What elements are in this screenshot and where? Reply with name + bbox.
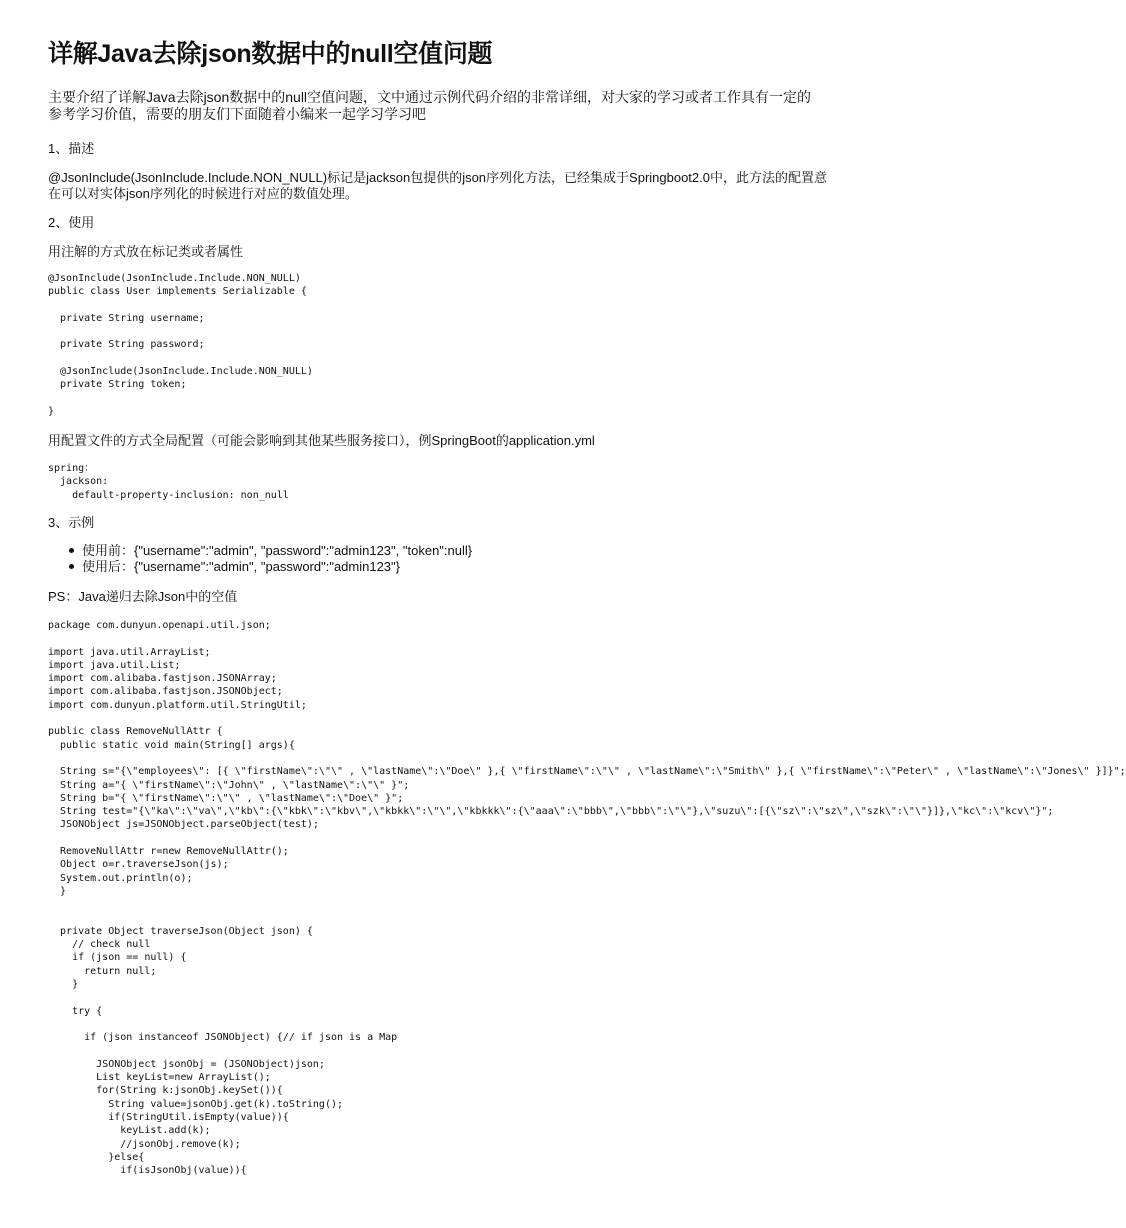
section-heading-usage: 2、使用 [48, 215, 95, 230]
ps-heading: PS：Java递归去除Json中的空值 [48, 589, 238, 604]
example-list [48, 543, 472, 575]
code-block-annotation: @JsonInclude(JsonInclude.Include.NON_NULL) public class User implements Serializable { private String username; private String password; @JsonInclude(JsonInclude.Include.NON_NULL) private String token; } [48, 273, 313, 417]
bullet-icon [69, 564, 74, 569]
section-describe-text: @JsonInclude(JsonInclude.Include.NON_NULL)标记是jackson包提供的json序列化方法，已经集成于Springboot2.0中，此方法的配置意在可以对实体json序列化的时候进行对应的数值处理。 [48, 170, 827, 201]
section-heading-example: 3、示例 [48, 515, 95, 530]
article-title: 详解Java去除json数据中的null空值问题 [48, 40, 493, 68]
article-intro: 主要介绍了详解Java去除json数据中的null空值问题，文中通过示例代码介绍的非常详细，对大家的学习或者工作具有一定的参考学习价值，需要的朋友们下面随着小编来一起学习学习吧 [48, 89, 812, 122]
code-block-yml: spring： jackson: default-property-inclusion: non_null [48, 463, 289, 501]
list-item [48, 559, 472, 575]
list-item [48, 543, 472, 559]
section-usage-text: 用注解的方式放在标记类或者属性 [48, 244, 244, 259]
list-item-text: 使用前：{"username":"admin", "password":"admin123", "token":null} [82, 543, 473, 558]
list-item-text: 使用后：{"username":"admin", "password":"admin123"} [82, 559, 400, 574]
config-text: 用配置文件的方式全局配置（可能会影响到其他某些服务接口），例SpringBoot的application.yml [48, 433, 595, 448]
bullet-icon [69, 548, 74, 553]
section-heading-describe: 1、描述 [48, 141, 95, 156]
code-block-java: package com.dunyun.openapi.util.json; import java.util.ArrayList; import java.util.List; import com.alibaba.fastjson.JSONArray; import com.alibaba.fastjson.JSONObject; import com.dunyun.platform.util.StringUtil; public class RemoveNullAttr { public static void main(String[] args){ String s="{\"employees\": [{ \"firstName\":\"\" , \"lastName\":\"Doe\" },{ \"firstName\":\"\" , \"lastName\":\"Smith\" },{ \"firstName\":\"Peter\" , \"lastName\":\"Jones\" }]}"; String a="{ \"firstName\":\"John\" , \"lastName\":\"\" }"; String b="{ \"firstName\":\"\" , \"lastName\":\"Doe\" }"; String test="{\"ka\":\"va\",\"kb\":{\"kbk\":\"kbv\",\"kbkk\":\"\",\"kbkkk\":{\"aaa\":\"bbb\",\"bbb\":\"\"},\"suzu\":[{\"sz\":\"sz\",\"szk\":\"\"}]},\"kc\":\"kcv\"}"; JSONObject js=JSONObject.parseObject(test); RemoveNullAttr r=new RemoveNullAttr(); Object o=r.traverseJson(js); System.out.println(o); } private Object traverseJson(Object json) { // check null if (json == null) { return null; } try { if (json instanceof JSONObject) {// if json is a Map JSONObject jsonObj = (JSONObject)json; List keyList=new ArrayList(); for(String k:jsonObj.keySet()){ String value=jsonObj.get(k).toString(); if(StringUtil.isEmpty(value)){ keyList.add(k); //jsonObj.remove(k); }else{ if(isJsonObj(value)){ [48, 620, 1126, 1177]
